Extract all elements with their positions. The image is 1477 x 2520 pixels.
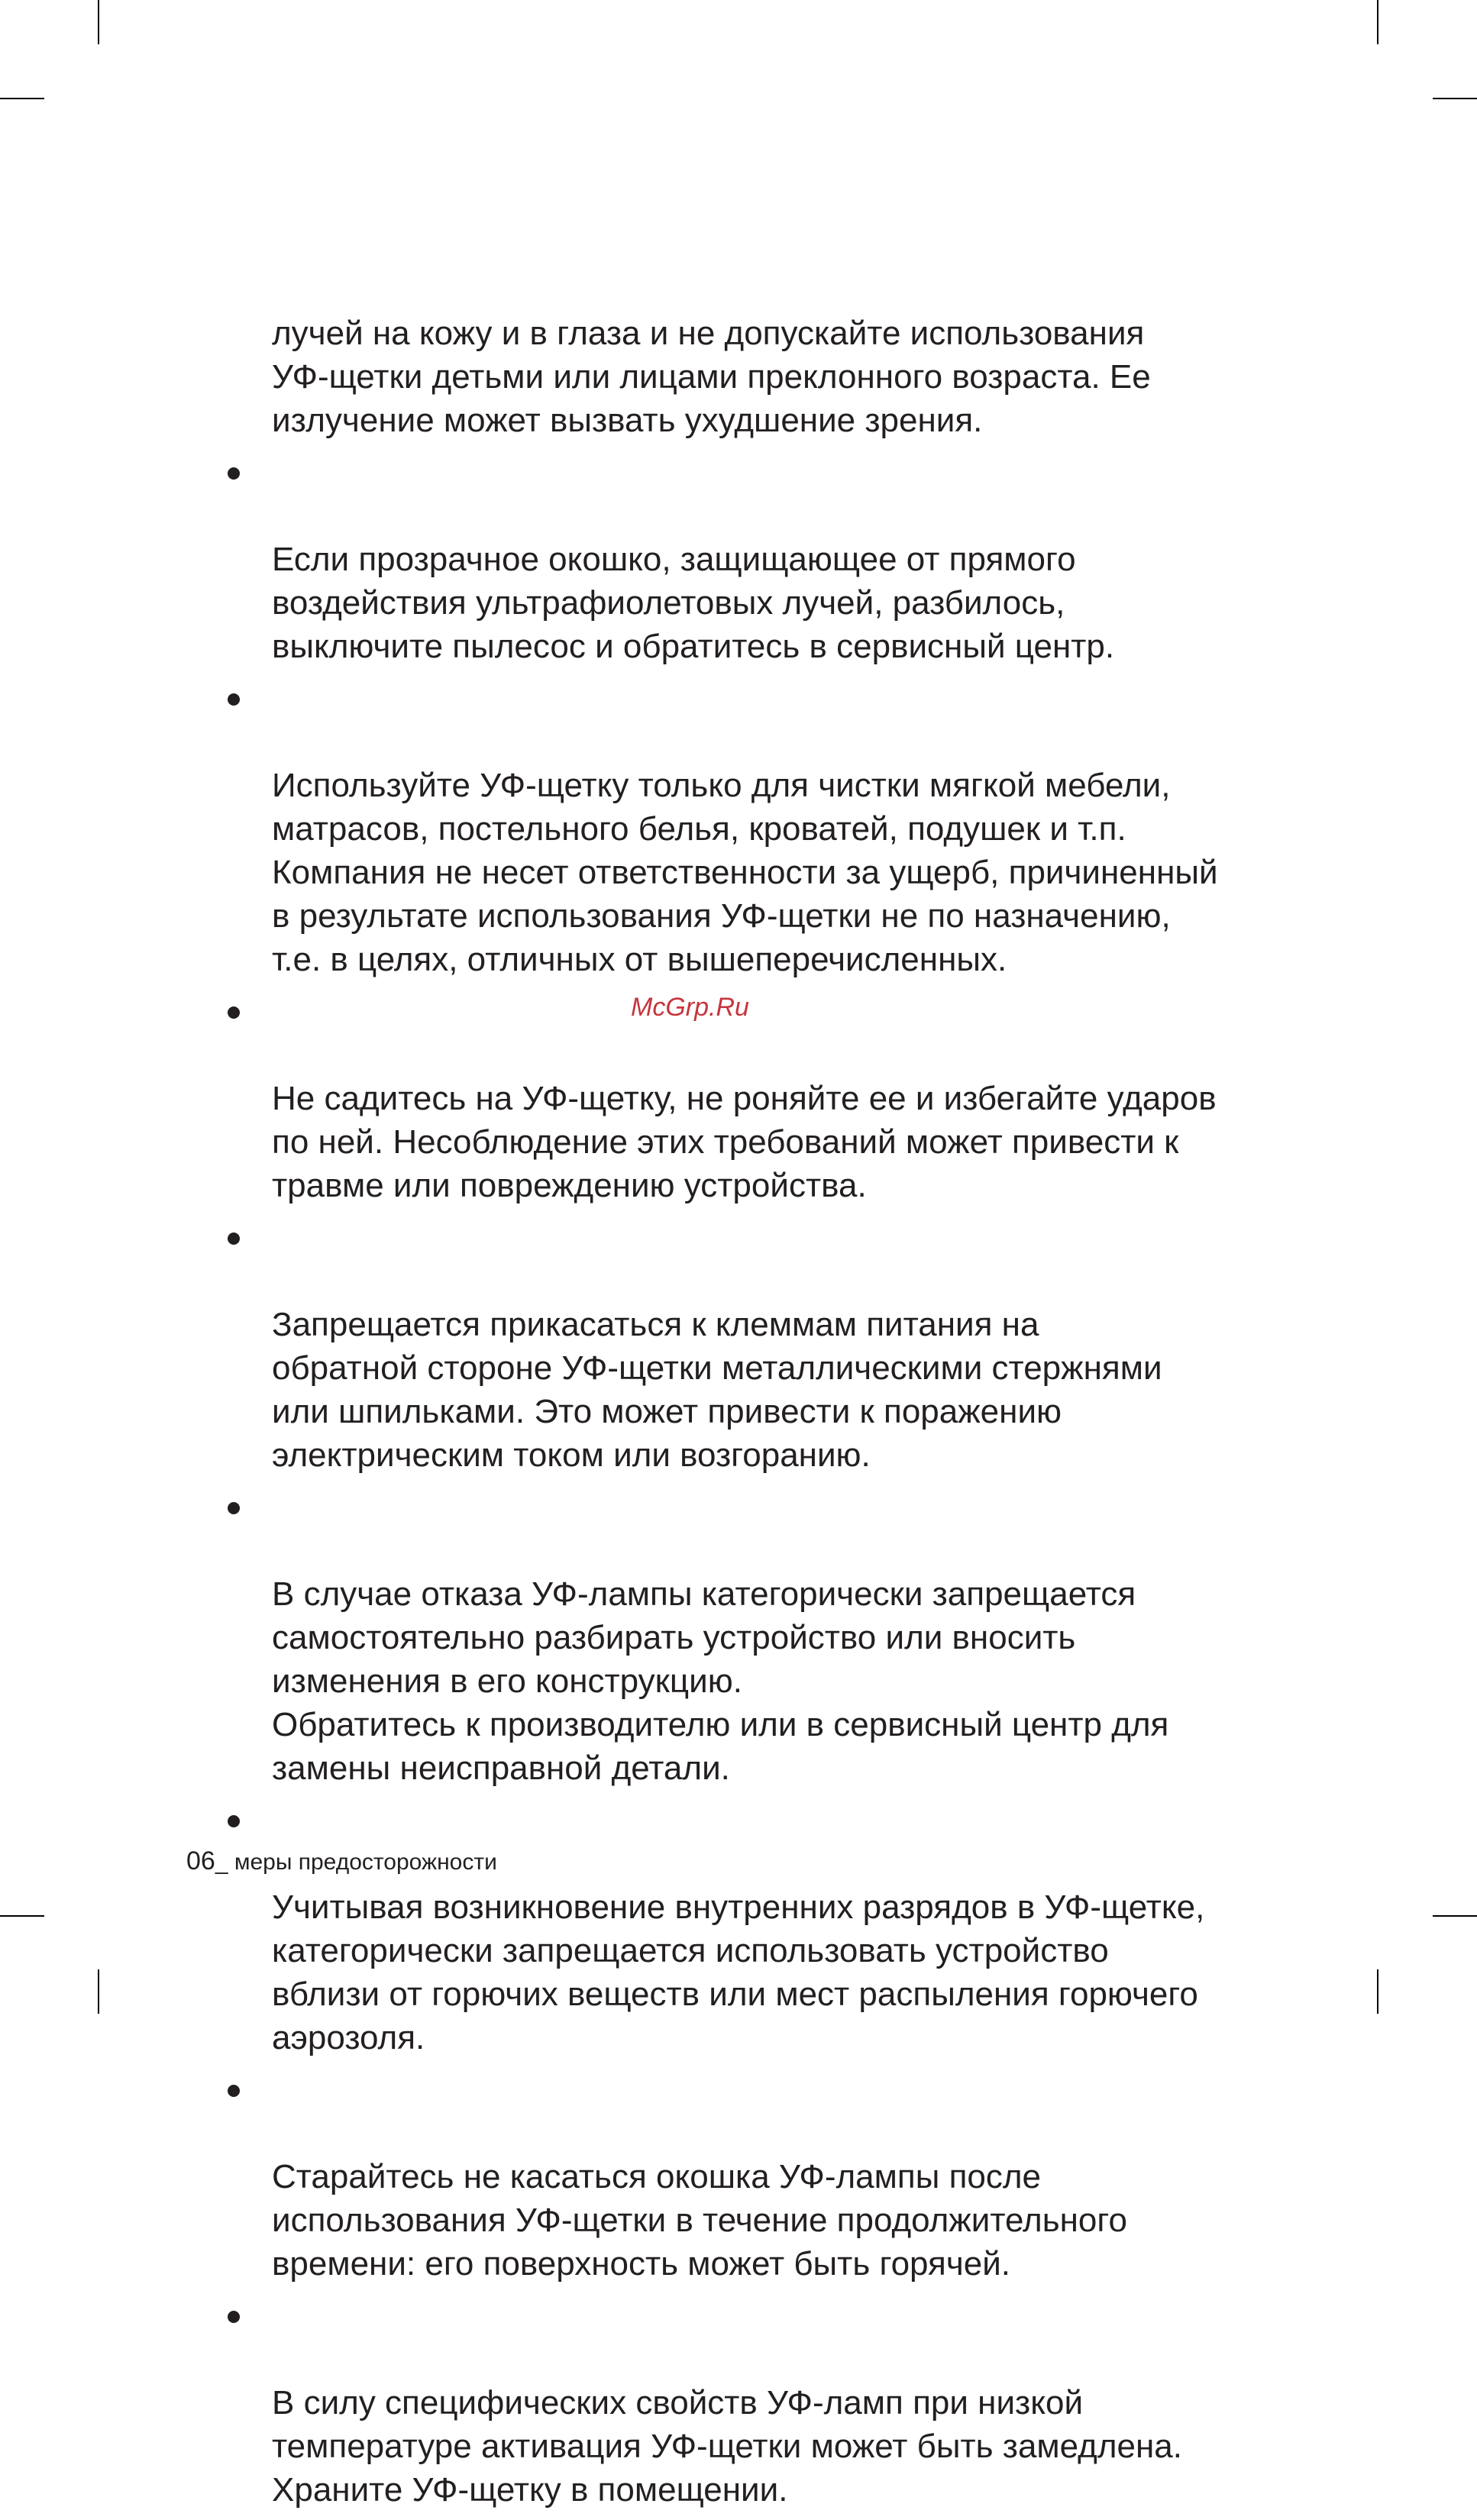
continuation-paragraph: лучей на кожу и в глаза и не допускайте использования УФ-щетки детьми или лицами преклонного возраста. Ее излучение может вызвать ухудшение зрения. xyxy=(272,315,1151,439)
crop-mark-left-bottom xyxy=(0,1915,44,1917)
watermark: McGrp.Ru xyxy=(631,993,749,1022)
list-item-text: В силу специфических свойств УФ-ламп при низкой температуре активация УФ-щетки может быть замедлена. Храните УФ-щетку в помещении. xyxy=(272,2384,1182,2509)
list-item xyxy=(226,1485,1311,1790)
list-item-text: Учитывая возникновение внутренних разрядов в УФ-щетке, категорически запрещается использовать устройство вблизи от горючих веществ или мест распыления горючего аэрозоля. xyxy=(272,1888,1205,2056)
list-item-text: Используйте УФ-щетку только для чистки мягкой мебели, матрасов, постельного белья, кроватей, подушек и т.п. Компания не несет ответственности за ущерб, причиненный в результате использования УФ-щетки не по назначению, т.е. в целях, отличных от вышеперечисленных. xyxy=(272,767,1218,978)
list-item xyxy=(226,1216,1311,1477)
crop-mark-top-right xyxy=(1377,0,1378,44)
bullet-icon xyxy=(228,467,240,480)
crop-mark-top-left xyxy=(98,0,99,44)
crop-mark-bottom-left xyxy=(98,1969,99,2014)
page-number: 06 xyxy=(186,1846,215,1875)
crop-mark-right-top xyxy=(1433,98,1477,99)
bullet-icon xyxy=(228,1502,240,1514)
crop-mark-bottom-right xyxy=(1377,1969,1378,2014)
list-item xyxy=(226,2068,1311,2286)
list-item xyxy=(226,677,1311,981)
list-item-text: В случае отказа УФ-лампы категорически запрещается самостоятельно разбирать устройство или вносить изменения в его конструкцию. Обратитесь к производителю или в сервисный центр для замены неисправной детали. xyxy=(272,1575,1169,1787)
bullet-icon xyxy=(228,1815,240,1827)
bullet-icon xyxy=(228,1233,240,1245)
bullet-icon xyxy=(228,2085,240,2097)
section-title: _ меры предосторожности xyxy=(215,1850,497,1875)
list-item xyxy=(226,2294,1311,2512)
list-item xyxy=(226,451,1311,668)
list-item-text: Если прозрачное окошко, защищающее от прямого воздействия ультрафиолетовых лучей, разбилось, выключите пылесос и обратитесь в сервисный центр. xyxy=(272,541,1115,665)
page-content xyxy=(226,312,1311,2520)
list-item xyxy=(226,1798,1311,2060)
list-item-text: Старайтесь не касаться окошка УФ-лампы после использования УФ-щетки в течение продолжительного времени: его поверхность может быть горячей. xyxy=(272,2158,1127,2283)
bullet-icon xyxy=(228,1006,240,1019)
crop-mark-right-bottom xyxy=(1433,1915,1477,1917)
page-footer xyxy=(186,1846,497,1876)
list-item-text: Запрещается прикасаться к клеммам питания на обратной стороне УФ-щетки металлическими стержнями или шпильками. Это может привести к поражению электрическим током или возгоранию. xyxy=(272,1306,1162,1474)
bullet-icon xyxy=(228,693,240,706)
crop-mark-left-top xyxy=(0,98,44,99)
bullet-icon xyxy=(228,2311,240,2323)
list-item xyxy=(226,990,1311,1207)
list-item-text: Не садитесь на УФ-щетку, не роняйте ее и избегайте ударов по ней. Несоблюдение этих требований может привести к травме или повреждению устройства. xyxy=(272,1080,1217,1204)
